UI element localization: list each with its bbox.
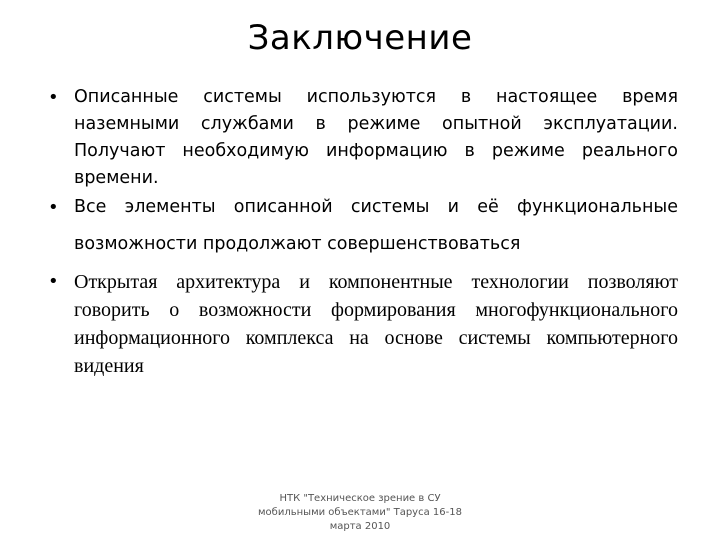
footer-line: мобильными объектами" Таруса 16-18 (258, 507, 462, 518)
bullet-marker: • (48, 197, 59, 218)
bullet-item (48, 268, 678, 380)
slide-title: Заключение (247, 18, 473, 58)
bullet-item (48, 194, 678, 258)
bullet-marker: • (48, 87, 59, 108)
bullet-text-line: возможности продолжают совершенствоваться (74, 234, 521, 254)
bullet-text-line: Все элементы описанной системы и её функциональные (74, 197, 678, 217)
bullet-marker: • (48, 271, 59, 292)
bullet-item (48, 84, 678, 192)
slide-footer (238, 492, 482, 534)
bullet-text: Открытая архитектура и компонентные технологии позволяют говорить о возможности формирования многофункционального информационного комплекса на основе системы компьютерного видения (74, 271, 678, 377)
bullet-list (48, 84, 678, 380)
bullet-text: Описанные системы используются в настоящее время наземными службами в режиме опытной эксплуатации. Получают необходимую информацию в режиме реального времени. (74, 87, 678, 188)
footer-line: НТК "Техническое зрение в СУ (279, 493, 441, 504)
footer-line: марта 2010 (329, 521, 391, 532)
